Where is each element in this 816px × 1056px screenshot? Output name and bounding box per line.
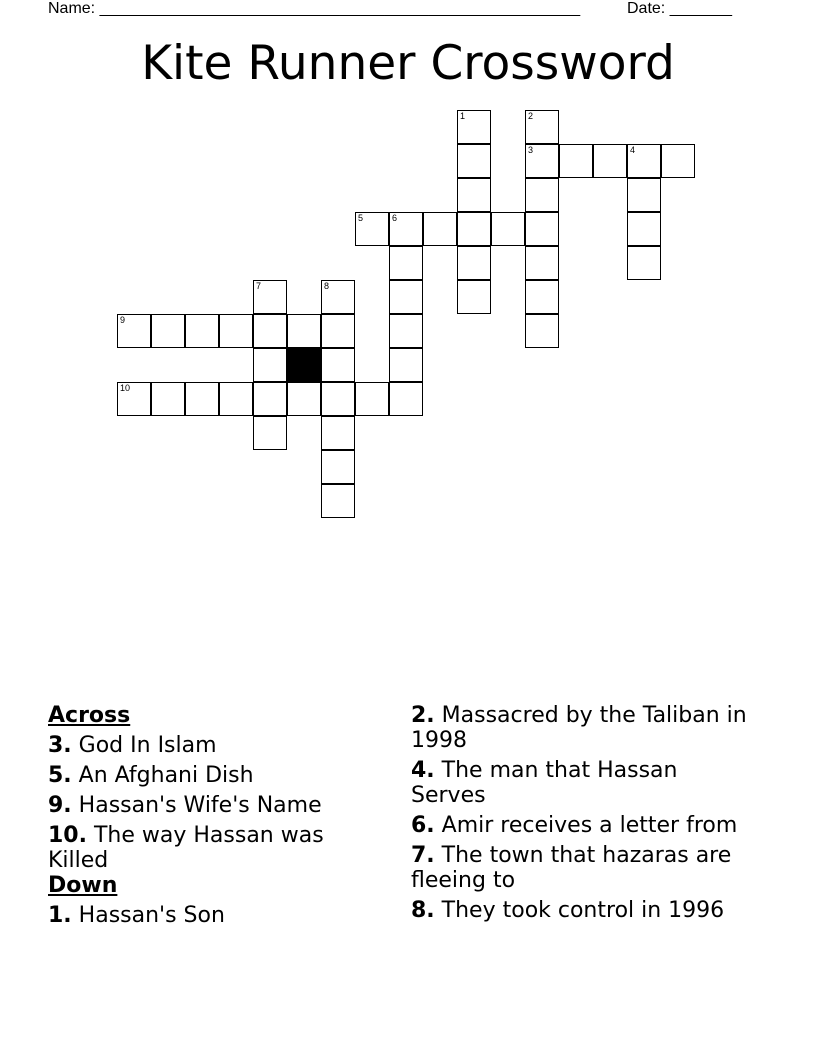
crossword-cell[interactable] xyxy=(525,178,559,212)
clue-item xyxy=(411,703,756,753)
crossword-cell[interactable] xyxy=(253,348,287,382)
crossword-cell[interactable] xyxy=(151,382,185,416)
cell-clue-number: 5 xyxy=(358,213,364,223)
crossword-cell[interactable] xyxy=(525,110,559,144)
crossword-cell[interactable] xyxy=(321,484,355,518)
crossword-cell[interactable] xyxy=(185,314,219,348)
crossword-cell[interactable] xyxy=(559,144,593,178)
crossword-cell[interactable] xyxy=(389,212,423,246)
clue-number: 9. xyxy=(48,793,72,818)
clue-number: 2. xyxy=(411,703,435,728)
clue-number: 10. xyxy=(48,823,87,848)
clue-number: 6. xyxy=(411,813,435,838)
crossword-cell[interactable] xyxy=(355,382,389,416)
cell-clue-number: 8 xyxy=(324,281,330,291)
clue-item xyxy=(48,823,368,873)
cell-clue-number: 2 xyxy=(528,111,534,121)
crossword-cell[interactable] xyxy=(491,212,525,246)
crossword-cell[interactable] xyxy=(525,280,559,314)
crossword-cell[interactable] xyxy=(627,144,661,178)
cell-clue-number: 3 xyxy=(528,145,534,155)
crossword-cell[interactable] xyxy=(253,280,287,314)
clue-text: Amir receives a letter from xyxy=(441,813,738,838)
crossword-cell[interactable] xyxy=(185,382,219,416)
crossword-blocked-cell xyxy=(287,348,321,382)
across-heading: Across xyxy=(48,703,131,728)
crossword-cell[interactable] xyxy=(389,348,423,382)
crossword-cell[interactable] xyxy=(151,314,185,348)
crossword-cell[interactable] xyxy=(457,110,491,144)
clue-item xyxy=(48,793,368,818)
crossword-cell[interactable] xyxy=(219,382,253,416)
crossword-cell[interactable] xyxy=(117,314,151,348)
crossword-cell[interactable] xyxy=(355,212,389,246)
clue-text: They took control in 1996 xyxy=(441,898,725,923)
crossword-cell[interactable] xyxy=(287,382,321,416)
clue-number: 7. xyxy=(411,843,435,868)
cell-clue-number: 1 xyxy=(460,111,466,121)
clue-number: 5. xyxy=(48,763,72,788)
crossword-cell[interactable] xyxy=(525,314,559,348)
cell-clue-number: 10 xyxy=(120,383,131,393)
clue-number: 4. xyxy=(411,758,435,783)
crossword-cell[interactable] xyxy=(457,144,491,178)
crossword-cell[interactable] xyxy=(253,382,287,416)
down-heading: Down xyxy=(48,873,118,898)
cell-clue-number: 6 xyxy=(392,213,398,223)
cell-clue-number: 4 xyxy=(630,145,636,155)
clue-number: 1. xyxy=(48,903,72,928)
crossword-cell[interactable] xyxy=(593,144,627,178)
clue-text: The man that Hassan Serves xyxy=(411,758,678,808)
crossword-cell[interactable] xyxy=(219,314,253,348)
crossword-cell[interactable] xyxy=(389,280,423,314)
crossword-cell[interactable] xyxy=(321,416,355,450)
crossword-cell[interactable] xyxy=(321,314,355,348)
crossword-cell[interactable] xyxy=(389,246,423,280)
clue-item xyxy=(48,903,368,928)
clues-left-column xyxy=(48,703,368,933)
clues-right-column xyxy=(411,703,756,928)
crossword-cell[interactable] xyxy=(117,382,151,416)
crossword-cell[interactable] xyxy=(457,246,491,280)
clue-item xyxy=(411,843,756,893)
crossword-cell[interactable] xyxy=(457,212,491,246)
crossword-cell[interactable] xyxy=(525,212,559,246)
crossword-cell[interactable] xyxy=(287,314,321,348)
page-title: Kite Runner Crossword xyxy=(141,36,675,91)
crossword-cell[interactable] xyxy=(627,178,661,212)
crossword-cell[interactable] xyxy=(525,246,559,280)
clue-text: Hassan's Son xyxy=(78,903,225,928)
crossword-cell[interactable] xyxy=(661,144,695,178)
crossword-cell[interactable] xyxy=(457,178,491,212)
clue-item xyxy=(48,763,368,788)
clue-item xyxy=(411,758,756,808)
crossword-cell[interactable] xyxy=(253,314,287,348)
crossword-cell[interactable] xyxy=(525,144,559,178)
name-field-line[interactable]: Name: ______________________________________________________ xyxy=(48,0,581,17)
cell-clue-number: 9 xyxy=(120,315,126,325)
clue-text: Massacred by the Taliban in 1998 xyxy=(411,703,747,753)
crossword-cell[interactable] xyxy=(457,280,491,314)
crossword-cell[interactable] xyxy=(321,280,355,314)
clue-item xyxy=(411,898,756,923)
crossword-cell[interactable] xyxy=(321,382,355,416)
crossword-cell[interactable] xyxy=(423,212,457,246)
crossword-cell[interactable] xyxy=(321,450,355,484)
clue-text: An Afghani Dish xyxy=(78,763,254,788)
crossword-cell[interactable] xyxy=(321,348,355,382)
clue-number: 8. xyxy=(411,898,435,923)
clue-text: Hassan's Wife's Name xyxy=(78,793,322,818)
clue-text: The way Hassan was Killed xyxy=(48,823,324,873)
crossword-cell[interactable] xyxy=(389,382,423,416)
crossword-cell[interactable] xyxy=(389,314,423,348)
clue-item xyxy=(48,733,368,758)
crossword-cell[interactable] xyxy=(253,416,287,450)
crossword-cell[interactable] xyxy=(627,246,661,280)
date-field-line[interactable]: Date: _______ xyxy=(627,0,732,17)
clue-number: 3. xyxy=(48,733,72,758)
clue-item xyxy=(411,813,756,838)
clue-text: The town that hazaras are fleeing to xyxy=(411,843,732,893)
cell-clue-number: 7 xyxy=(256,281,262,291)
clue-text: God In Islam xyxy=(78,733,217,758)
crossword-cell[interactable] xyxy=(627,212,661,246)
